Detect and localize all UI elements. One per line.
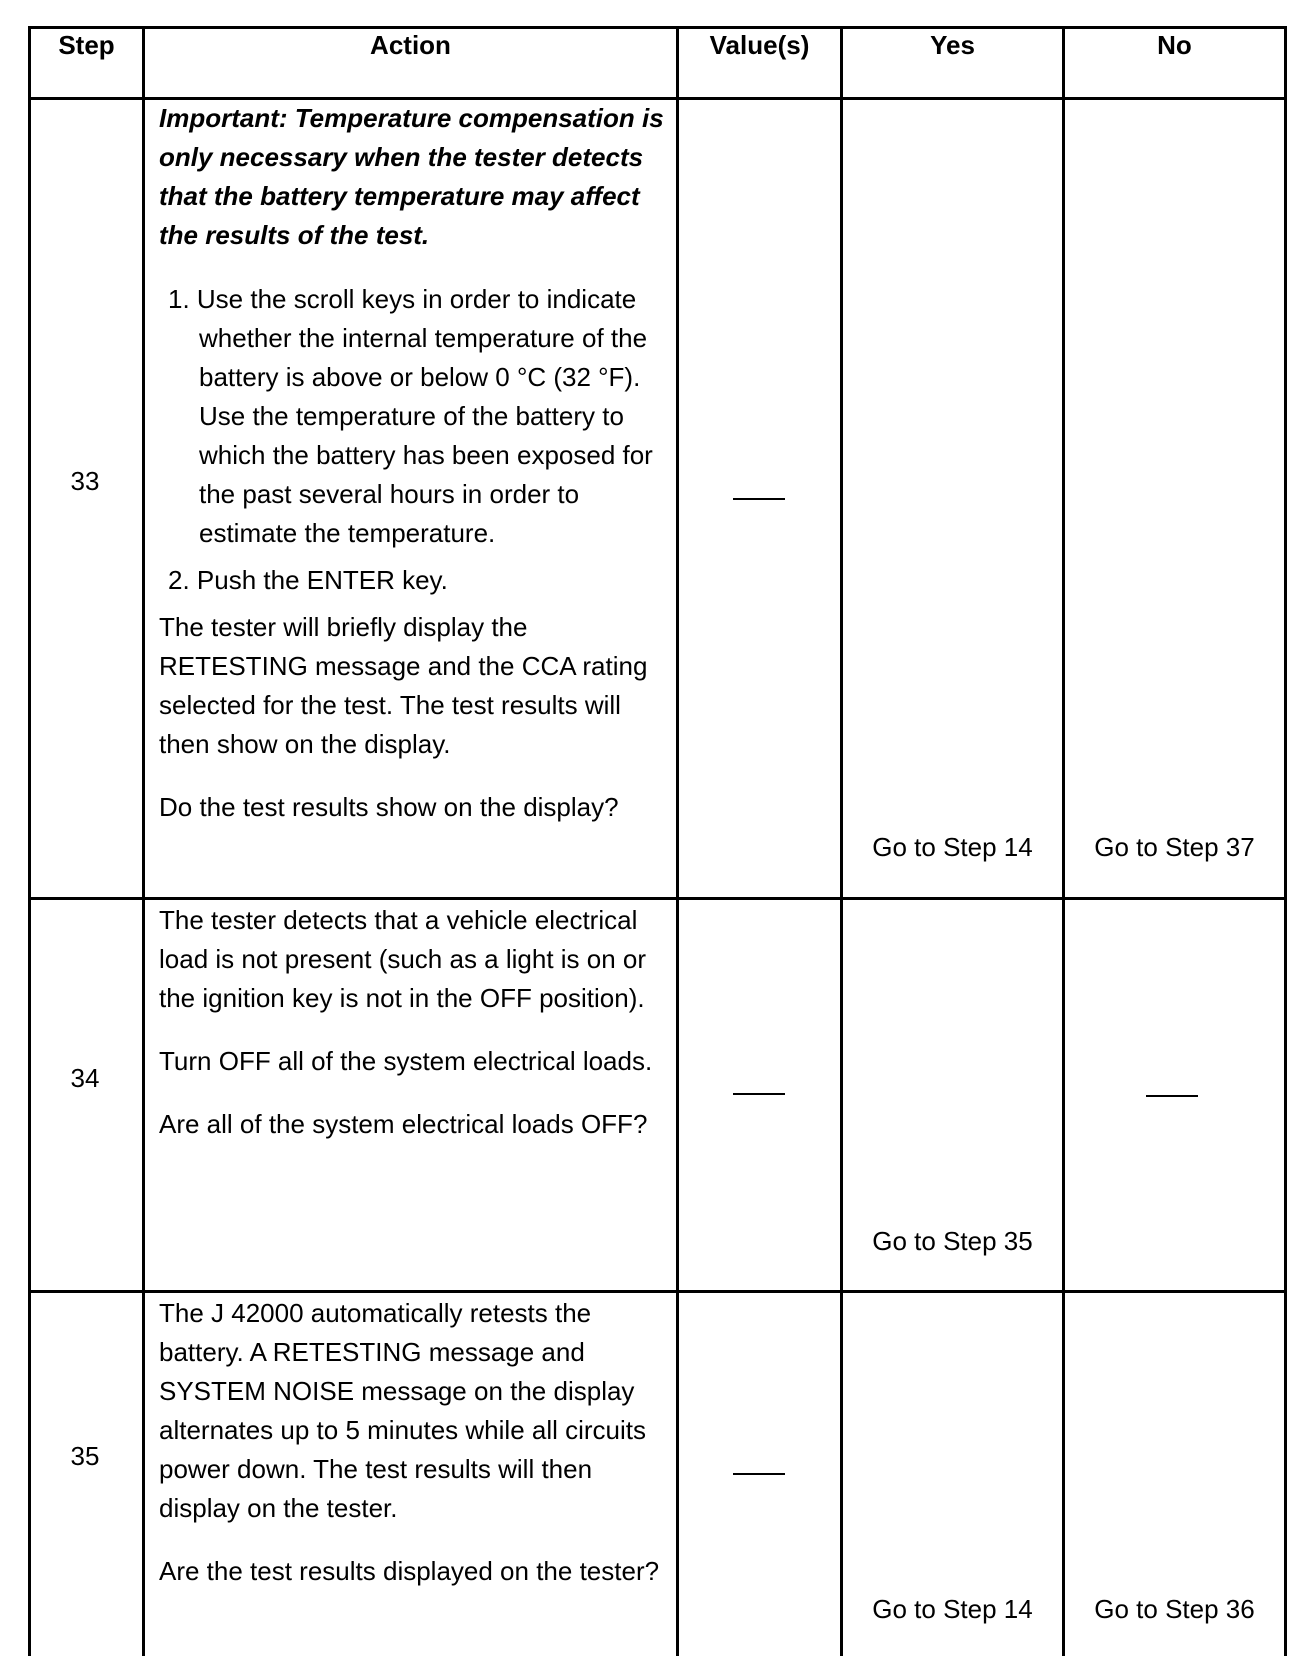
action-paragraph-1: The tester detects that a vehicle electrical load is not present (such as a light is on or the ignition key is not in the OFF position).	[159, 905, 647, 1013]
header-values: Value(s)	[709, 30, 810, 60]
action-paragraph: The tester will briefly display the RETESTING message and the CCA rating selected for the test. The test results will then show on the display.	[159, 612, 648, 759]
value-dash-35	[733, 1473, 785, 1475]
header-action: Action	[370, 30, 451, 60]
table-left-border	[28, 26, 31, 1656]
header-no: No	[1157, 30, 1192, 60]
row-34-action	[159, 901, 669, 1144]
row-35-action	[159, 1294, 669, 1591]
step-number-33: 33	[70, 466, 100, 496]
no-goto-35: Go to Step 36	[1094, 1594, 1255, 1624]
header-yes: Yes	[930, 30, 975, 60]
col-divider-step-action	[142, 26, 145, 1656]
no-goto-33: Go to Step 37	[1094, 832, 1255, 862]
yes-goto-33: Go to Step 14	[872, 832, 1033, 862]
action-question: Are the test results displayed on the tester?	[159, 1556, 660, 1586]
action-step-2: 2. Push the ENTER key.	[168, 565, 448, 595]
yes-goto-34: Go to Step 35	[872, 1226, 1033, 1256]
header-step: Step	[58, 30, 115, 60]
table-top-border	[28, 26, 1287, 29]
action-question: Are all of the system electrical loads OFF?	[159, 1109, 648, 1139]
action-paragraph-2: Turn OFF all of the system electrical loads.	[159, 1046, 653, 1076]
row-34-bottom-border	[28, 1290, 1287, 1293]
important-note: Important: Temperature compensation is only necessary when the tester detects that the battery temperature may affect the results of the test.	[159, 103, 664, 250]
action-paragraph-1: The J 42000 automatically retests the battery. A RETESTING message and SYSTEM NOISE message on the display alternates up to 5 minutes while all circuits power down. The test results will then display on the tester.	[159, 1298, 647, 1523]
col-divider-action-values	[676, 26, 679, 1656]
no-dash-34	[1146, 1095, 1198, 1097]
value-dash-34	[733, 1093, 785, 1095]
row-33-bottom-border	[28, 897, 1287, 900]
action-step-1: 1. Use the scroll keys in order to indicate whether the internal temperature of the battery is above or below 0 °C (32 °F). Use the temperature of the battery to which the battery has been exposed for the past several hours in order to estimate the temperature.	[168, 284, 653, 548]
step-number-34: 34	[70, 1063, 100, 1093]
value-dash-33	[733, 498, 785, 500]
yes-goto-35: Go to Step 14	[872, 1594, 1033, 1624]
row-33-action	[159, 99, 669, 827]
step-number-35: 35	[70, 1441, 100, 1471]
table-right-border	[1284, 26, 1287, 1656]
action-question: Do the test results show on the display?	[159, 792, 619, 822]
